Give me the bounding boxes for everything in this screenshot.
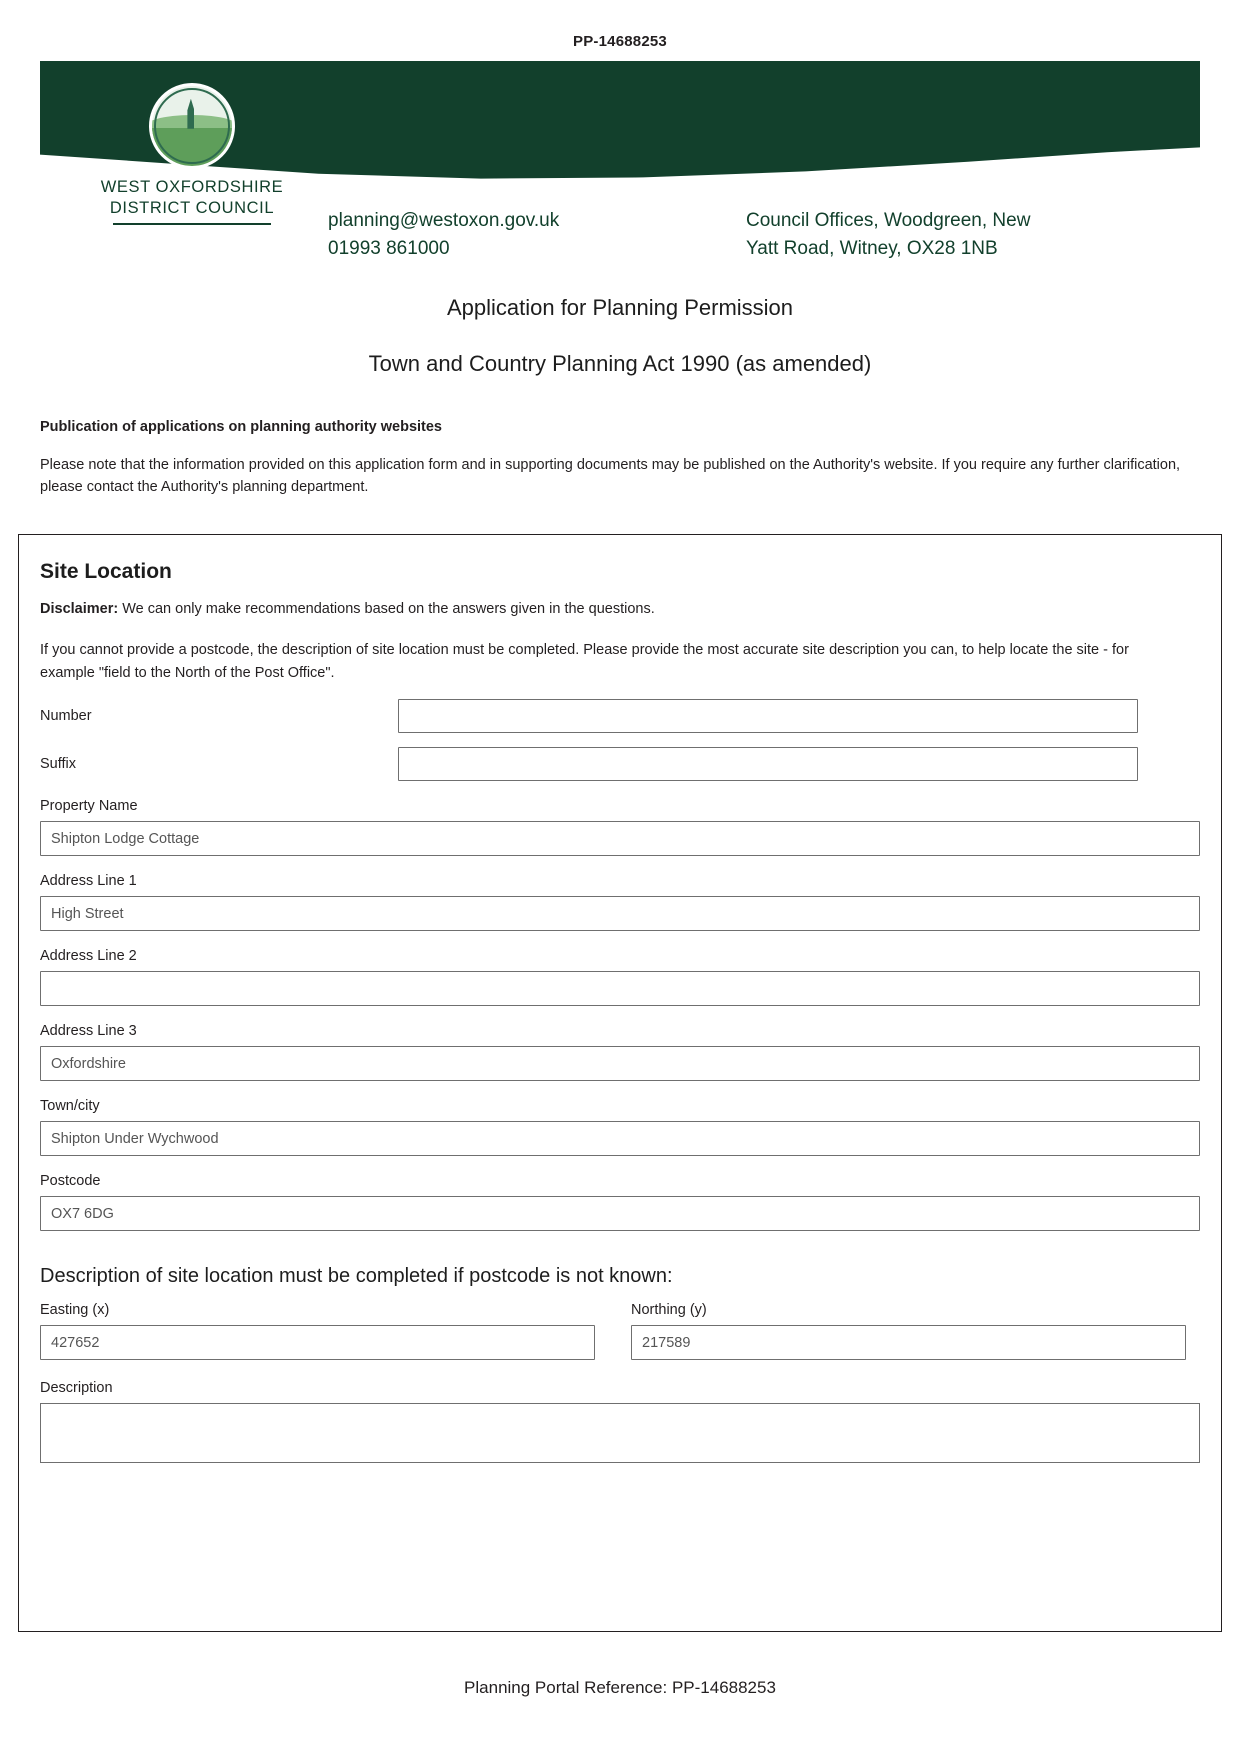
coordinates-row [40, 1302, 1200, 1360]
publication-note-heading: Publication of applications on planning authority websites [40, 419, 442, 435]
field-number-label: Number [40, 708, 92, 725]
town-city-input[interactable]: Shipton Under Wychwood [40, 1121, 1200, 1156]
council-address-line1: Council Offices, Woodgreen, New [746, 210, 1031, 231]
logo-underline [113, 223, 271, 225]
field-address-line-3-label: Address Line 3 [40, 1023, 137, 1040]
suffix-input[interactable] [398, 747, 1138, 781]
field-address-line-1-label: Address Line 1 [40, 873, 137, 890]
council-name-line1: WEST OXFORDSHIRE [100, 178, 284, 196]
field-town-city-label: Town/city [40, 1098, 100, 1115]
description-label: Description [40, 1380, 113, 1397]
easting-field [40, 1302, 595, 1360]
field-postcode-label: Postcode [40, 1173, 101, 1190]
council-contact-details [328, 207, 559, 262]
postcode-input[interactable]: OX7 6DG [40, 1196, 1200, 1231]
council-email: planning@westoxon.gov.uk [328, 210, 560, 231]
easting-input[interactable]: 427652 [40, 1325, 595, 1360]
field-suffix-label: Suffix [40, 756, 77, 773]
council-crest-icon [149, 83, 235, 169]
letterhead [40, 61, 1200, 259]
publication-note-body: Please note that the information provided on this application form and in supporting documents may be published on the Authority's website. If you require any further clarification, please contact the Authority's planning department. [40, 457, 1181, 496]
address-line-3-input[interactable]: Oxfordshire [40, 1046, 1200, 1081]
northing-label: Northing (y) [631, 1302, 707, 1319]
council-address [746, 207, 1106, 262]
field-suffix-row [40, 747, 1200, 781]
disclaimer-text: We can only make recommendations based on the answers given in the questions. [118, 601, 655, 617]
address-line-1-input[interactable]: High Street [40, 896, 1200, 931]
disclaimer-label: Disclaimer: [40, 601, 119, 617]
council-phone: 01993 861000 [328, 237, 450, 259]
description-of-site-heading: Description of site location must be completed if postcode is not known: [40, 1265, 673, 1288]
field-address-line-2-label: Address Line 2 [40, 948, 137, 965]
document-subtitle: Town and Country Planning Act 1990 (as amended) [368, 351, 872, 376]
page-reference-header: PP-14688253 [573, 33, 667, 50]
page-footer: Planning Portal Reference: PP-14688253 [464, 1678, 776, 1697]
council-address-line2: Yatt Road, Witney, OX28 1NB [746, 237, 998, 259]
field-property-name-label: Property Name [40, 798, 138, 815]
section-title: Site Location [40, 560, 172, 583]
property-name-input[interactable]: Shipton Lodge Cottage [40, 821, 1200, 856]
disclaimer [40, 599, 1200, 621]
northing-input[interactable]: 217589 [631, 1325, 1186, 1360]
easting-label: Easting (x) [40, 1302, 110, 1319]
northing-field [631, 1302, 1186, 1360]
field-number-row [40, 699, 1200, 733]
document-title: Application for Planning Permission [446, 295, 794, 320]
council-name-line2: DISTRICT COUNCIL [109, 199, 275, 218]
description-textarea[interactable] [40, 1403, 1200, 1463]
number-input[interactable] [398, 699, 1138, 733]
address-line-2-input[interactable] [40, 971, 1200, 1006]
site-location-section [18, 534, 1222, 1632]
council-logo [98, 83, 286, 225]
site-location-help-text: If you cannot provide a postcode, the description of site location must be completed. Please provide the most accurate site description you can, to help locate the site - for example "field to the North of the Post Office". [40, 641, 1129, 681]
